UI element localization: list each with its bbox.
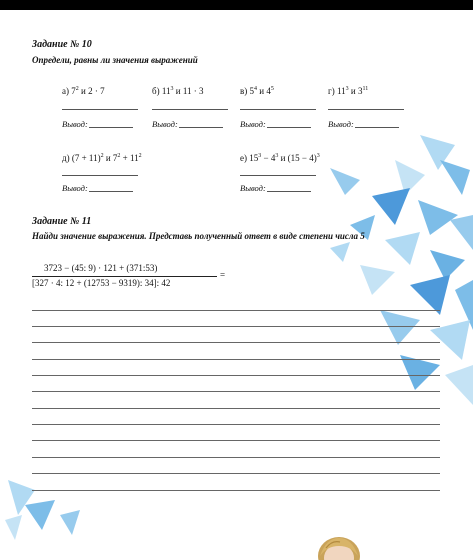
work-line-7[interactable] xyxy=(32,408,440,409)
task11-title: Задание № 11 xyxy=(32,216,92,227)
task11-fraction xyxy=(32,263,232,295)
fraction-bar xyxy=(32,276,217,277)
answer-line-v[interactable] xyxy=(240,109,316,110)
answer-line-a[interactable] xyxy=(62,109,138,110)
task10-instruction: Определи, равны ли значения выражений xyxy=(32,55,198,65)
conclusion-v[interactable]: Вывод: xyxy=(240,119,311,129)
work-line-3[interactable] xyxy=(32,342,440,343)
worksheet-page xyxy=(0,10,473,560)
task10-title: Задание № 10 xyxy=(32,39,92,50)
work-line-9[interactable] xyxy=(32,440,440,441)
work-line-2[interactable] xyxy=(32,326,440,327)
work-line-5[interactable] xyxy=(32,375,440,376)
expression-d: д) $(7 + 11)^2$ и $7^2 + 11^2$ xyxy=(62,153,142,163)
expression-b: б) $11^3$ и 11 · 3 xyxy=(152,86,204,96)
fraction-denominator: [327 · 4: 12 + (12753 − 9319): 34]: 42 xyxy=(32,278,171,288)
work-line-10[interactable] xyxy=(32,457,440,458)
work-line-4[interactable] xyxy=(32,359,440,360)
conclusion-d[interactable]: Вывод: xyxy=(62,183,133,193)
equals-sign: = xyxy=(220,270,226,280)
answer-line-e[interactable] xyxy=(240,175,316,176)
expression-v: в) $5^4$ и $4^5$ xyxy=(240,86,274,96)
conclusion-e[interactable]: Вывод: xyxy=(240,183,311,193)
work-line-1[interactable] xyxy=(32,310,440,311)
work-line-11[interactable] xyxy=(32,473,440,474)
conclusion-g[interactable]: Вывод: xyxy=(328,119,399,129)
answer-line-b[interactable] xyxy=(152,109,228,110)
expression-g: г) $11^3$ и $3^{11}$ xyxy=(328,86,369,96)
expression-a: а) $7^2$ и 2 · 7 xyxy=(62,86,105,96)
fraction-numerator: 3723 − (45: 9) · 121 + (371:53) xyxy=(44,263,158,273)
conclusion-a[interactable]: Вывод: xyxy=(62,119,133,129)
work-line-6[interactable] xyxy=(32,391,440,392)
work-line-8[interactable] xyxy=(32,424,440,425)
conclusion-b[interactable]: Вывод: xyxy=(152,119,223,129)
task11-instruction: Найди значение выражения. Представь полученный ответ в виде степени числа 5 xyxy=(32,231,365,241)
work-line-12[interactable] xyxy=(32,490,440,491)
answer-line-g[interactable] xyxy=(328,109,404,110)
expression-e: е) $15^3 - 4^3$ и $(15 - 4)^3$ xyxy=(240,153,320,163)
answer-line-d[interactable] xyxy=(62,175,138,176)
character-head-illustration xyxy=(316,534,362,560)
